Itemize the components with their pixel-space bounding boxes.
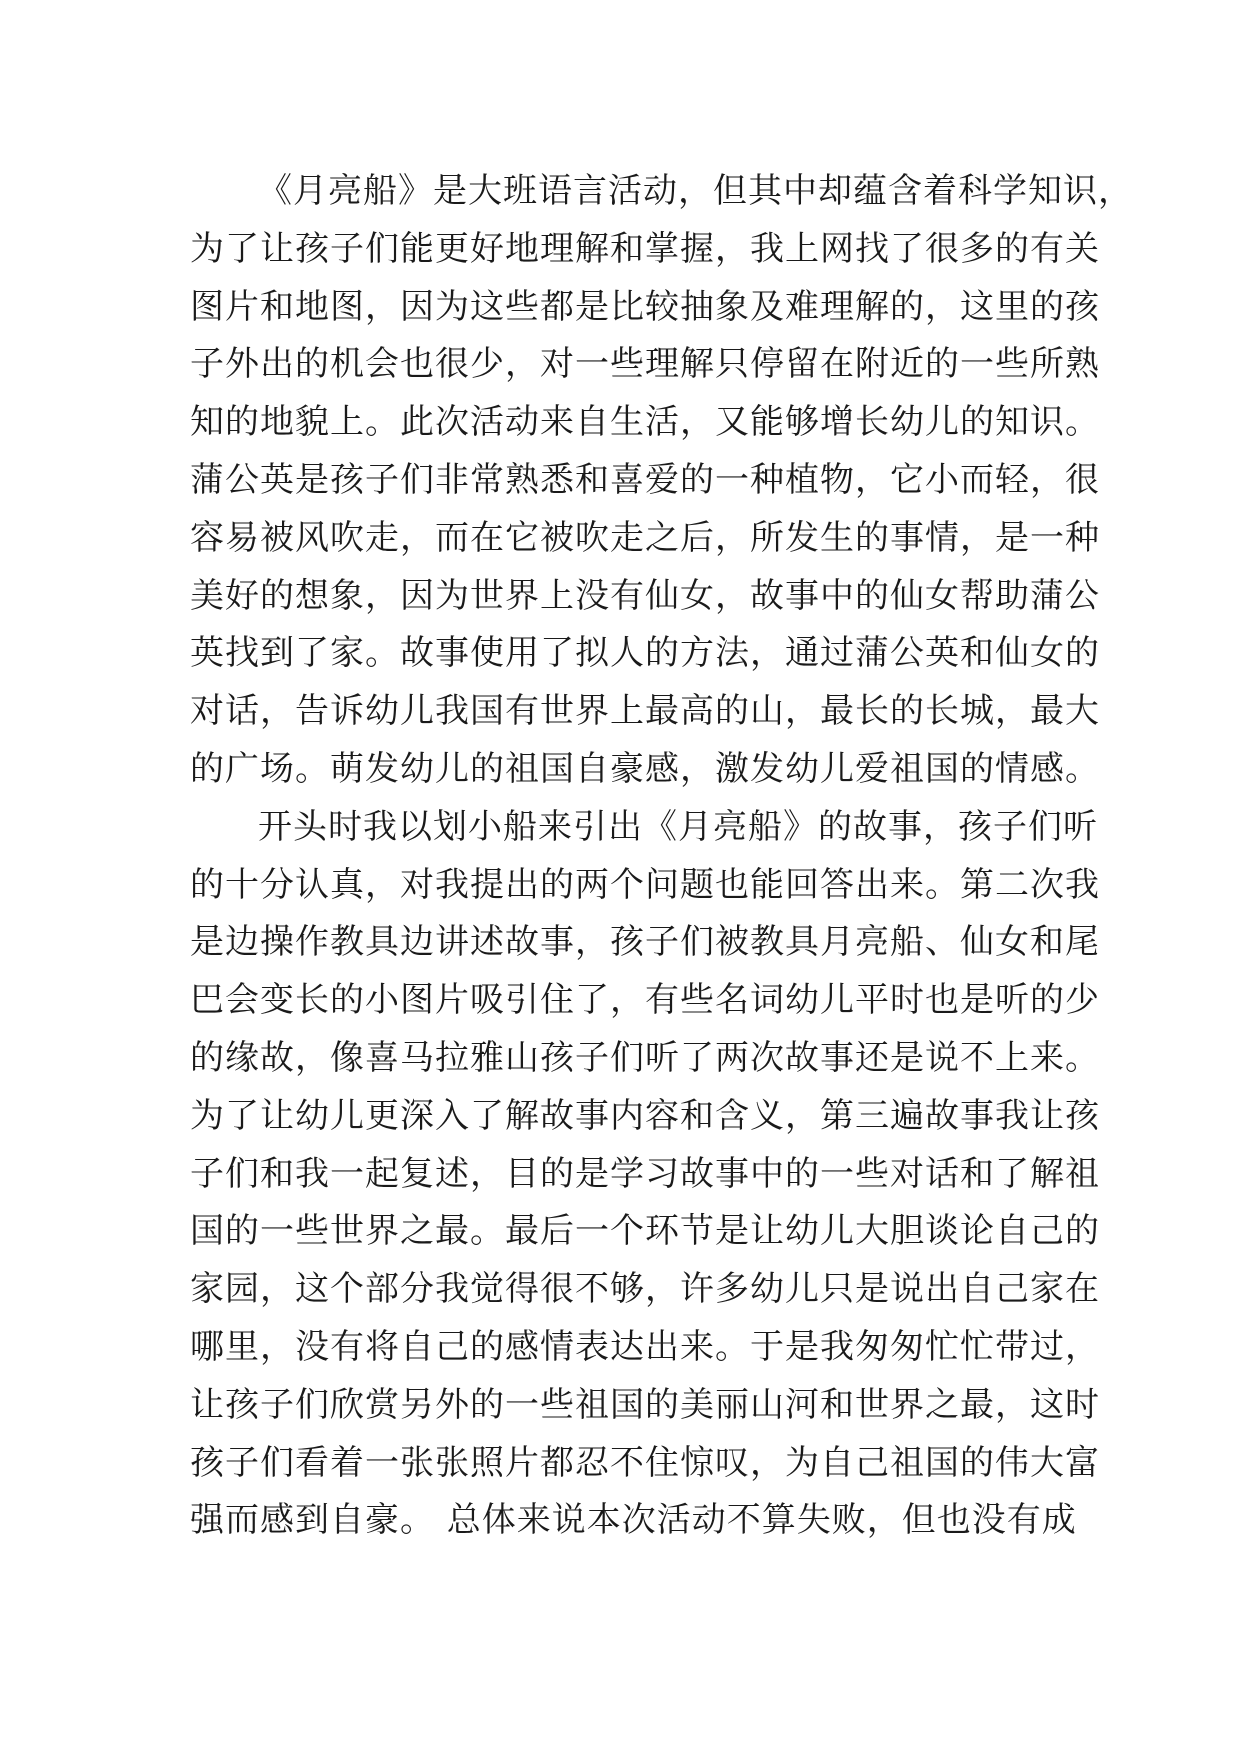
document-body: [190, 163, 1133, 1550]
text-line: 为了让幼儿更深入了解故事内容和含义，第三遍故事我让孩: [190, 1095, 1100, 1136]
text-line: 国的一些世界之最。最后一个环节是让幼儿大胆谈论自己的: [190, 1211, 1100, 1252]
text-line: 的缘故，像喜马拉雅山孩子们听了两次故事还是说不上来。: [190, 1037, 1100, 1078]
text-line: 孩子们看着一张张照片都忍不住惊叹，为自己祖国的伟大富: [190, 1442, 1100, 1483]
text-line: 让孩子们欣赏另外的一些祖国的美丽山河和世界之最，这时: [190, 1384, 1100, 1425]
text-line: 容易被风吹走，而在它被吹走之后，所发生的事情，是一种: [190, 517, 1100, 558]
text-line: 《月亮船》是大班语言活动，但其中却蕴含着科学知识，: [258, 171, 1133, 211]
text-line: 家园，这个部分我觉得很不够，许多幼儿只是说出自己家在: [190, 1269, 1100, 1310]
text-line: 子们和我一起复述，目的是学习故事中的一些对话和了解祖: [190, 1153, 1100, 1194]
text-line: 开头时我以划小船来引出《月亮船》的故事，孩子们听: [258, 806, 1098, 847]
text-line: 子外出的机会也很少，对一些理解只停留在附近的一些所熟: [190, 344, 1100, 385]
text-line: 美好的想象，因为世界上没有仙女，故事中的仙女帮助蒲公: [190, 575, 1100, 616]
text-line: 的广场。萌发幼儿的祖国自豪感，激发幼儿爱祖国的情感。: [190, 748, 1100, 789]
text-line: 图片和地图，因为这些都是比较抽象及难理解的，这里的孩: [190, 286, 1100, 327]
text-line: 英找到了家。故事使用了拟人的方法，通过蒲公英和仙女的: [190, 633, 1100, 674]
text-line: 的十分认真，对我提出的两个问题也能回答出来。第二次我: [190, 864, 1100, 905]
text-line: 蒲公英是孩子们非常熟悉和喜爱的一种植物，它小而轻，很: [190, 459, 1100, 500]
text-line: 哪里，没有将自己的感情表达出来。于是我匆匆忙忙带过，: [190, 1326, 1100, 1367]
text-line: 巴会变长的小图片吸引住了，有些名词幼儿平时也是听的少: [190, 980, 1100, 1021]
text-line: 对话，告诉幼儿我国有世界上最高的山，最长的长城，最大: [190, 691, 1100, 732]
text-line: 是边操作教具边讲述故事，孩子们被教具月亮船、仙女和尾: [190, 922, 1100, 963]
text-line: 为了让孩子们能更好地理解和掌握，我上网找了很多的有关: [190, 228, 1100, 269]
text-line: 知的地貌上。此次活动来自生活，又能够增长幼儿的知识。: [190, 402, 1100, 443]
text-line: 强而感到自豪。 总体来说本次活动不算失败，但也没有成: [190, 1500, 1077, 1541]
